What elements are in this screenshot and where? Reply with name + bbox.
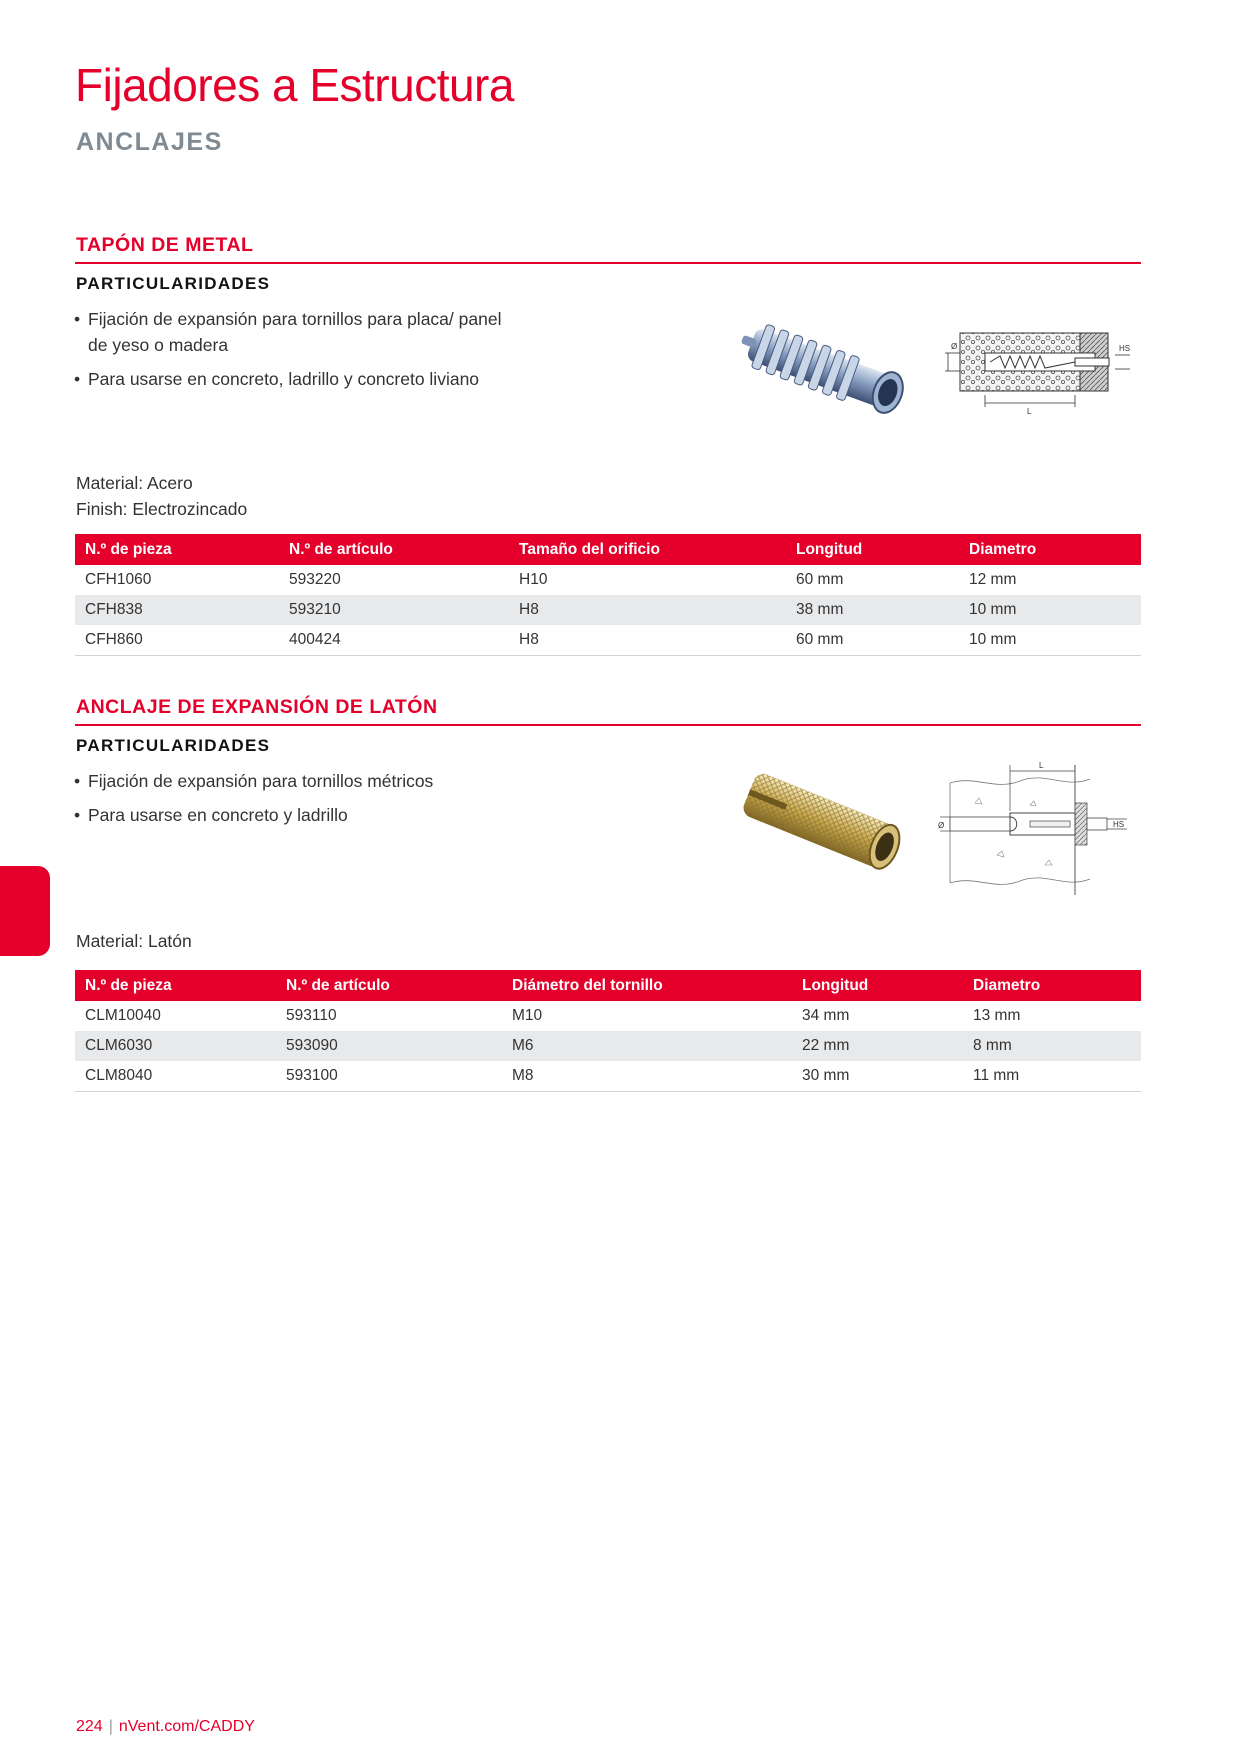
drawing-label-hs: HS	[1113, 820, 1125, 829]
table-cell: H8	[509, 625, 786, 656]
table-row	[75, 565, 1141, 595]
table-cell: H10	[519, 571, 548, 588]
table-row	[75, 1031, 1141, 1061]
table-cell: M10	[512, 1007, 543, 1024]
features-list	[74, 306, 514, 400]
table-row	[75, 1001, 1141, 1031]
table-cell: 38 mm	[786, 595, 959, 625]
column-header: Diametro	[959, 534, 1141, 565]
table-header-row	[75, 970, 1141, 1001]
table-cell: 60 mm	[796, 571, 844, 588]
section-divider	[75, 262, 1141, 264]
column-header: Diámetro del tornillo	[502, 970, 792, 1001]
column-header: Diametro	[963, 970, 1141, 1001]
table-cell: 30 mm	[792, 1061, 963, 1092]
table-header-row	[75, 534, 1141, 565]
drawing-label-hs: HS	[1119, 344, 1131, 353]
material-info	[76, 928, 192, 954]
table-cell: 593110	[286, 1007, 337, 1024]
table-cell: 10 mm	[959, 625, 1141, 656]
table-cell: 13 mm	[973, 1007, 1021, 1024]
table-cell: M6	[502, 1031, 792, 1061]
section-title-metal-plug: TAPÓN DE METAL	[76, 234, 254, 256]
table-cell: 8 mm	[963, 1031, 1141, 1061]
drawing-label-length: L	[1039, 761, 1044, 770]
table-cell: CLM6030	[75, 1031, 276, 1061]
chapter-tab	[0, 866, 50, 956]
column-header: N.º de artículo	[276, 970, 502, 1001]
brass-anchor-technical-drawing	[935, 755, 1135, 900]
table-cell: CFH838	[75, 595, 279, 625]
table-cell: 10 mm	[959, 595, 1141, 625]
column-header: N.º de artículo	[279, 534, 509, 565]
footer-separator: |	[108, 1718, 113, 1735]
table-cell: 593090	[276, 1031, 502, 1061]
table-cell: 22 mm	[792, 1031, 963, 1061]
material-info	[76, 470, 247, 522]
page-number: 224	[76, 1718, 103, 1735]
table-cell: 593100	[276, 1061, 502, 1092]
table-cell: 593210	[279, 595, 509, 625]
features-title: PARTICULARIDADES	[76, 274, 271, 293]
column-header: N.º de pieza	[75, 970, 276, 1001]
drawing-label-length: L	[1027, 407, 1032, 415]
table-cell: 34 mm	[802, 1007, 850, 1024]
table-cell: CFH1060	[85, 571, 152, 588]
table-cell: H8	[509, 595, 786, 625]
material-line: Material: Acero	[76, 473, 193, 493]
table-cell: 60 mm	[786, 625, 959, 656]
feature-item: • Para usarse en concreto y ladrillo	[74, 802, 514, 828]
metal-plug-photo	[735, 320, 915, 430]
table-cell: 12 mm	[969, 571, 1017, 588]
section-title-brass-anchor: ANCLAJE DE EXPANSIÓN DE LATÓN	[76, 696, 438, 718]
features-title: PARTICULARIDADES	[76, 736, 271, 755]
page-title: Fijadores a Estructura	[75, 59, 514, 111]
page-footer	[76, 1718, 255, 1736]
column-header: Tamaño del orificio	[509, 534, 786, 565]
website-link[interactable]: nVent.com/CADDY	[118, 1718, 255, 1735]
table-cell: CLM8040	[75, 1061, 276, 1092]
table-cell: CFH860	[75, 625, 279, 656]
column-header: N.º de pieza	[75, 534, 279, 565]
table-cell: 593220	[289, 571, 341, 588]
table-cell: 11 mm	[963, 1061, 1141, 1092]
page-subtitle: ANCLAJES	[76, 128, 223, 156]
material-line: Material: Latón	[76, 931, 192, 951]
feature-item: • Para usarse en concreto, ladrillo y concreto liviano	[74, 366, 514, 392]
feature-item: • Fijación de expansión para tornillos para placa/ panel de yeso o madera	[74, 306, 514, 358]
table-cell: M8	[502, 1061, 792, 1092]
table-row	[75, 625, 1141, 656]
column-header: Longitud	[786, 534, 959, 565]
drawing-label-diameter: Ø	[951, 342, 958, 351]
table-cell: CLM10040	[85, 1007, 161, 1024]
metal-plug-table	[75, 534, 1141, 656]
section-divider	[75, 724, 1141, 726]
finish-line: Finish: Electrozincado	[76, 499, 248, 519]
feature-item: • Fijación de expansión para tornillos métricos	[74, 768, 514, 794]
table-row	[75, 1061, 1141, 1092]
table-cell: 400424	[279, 625, 509, 656]
column-header: Longitud	[792, 970, 963, 1001]
brass-anchor-photo	[730, 770, 910, 880]
drawing-label-diameter: Ø	[938, 821, 945, 830]
table-row	[75, 595, 1141, 625]
metal-plug-technical-drawing	[935, 325, 1135, 415]
features-list	[74, 768, 514, 836]
brass-anchor-table	[75, 970, 1141, 1092]
